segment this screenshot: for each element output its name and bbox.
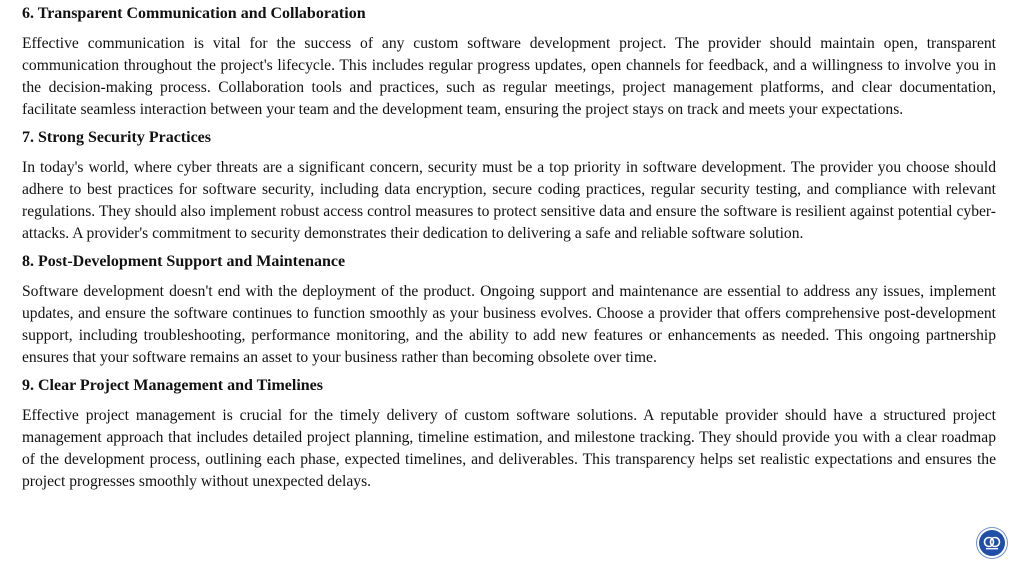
section-heading: 8. Post-Development Support and Maintenance (22, 253, 346, 270)
section-body: In today's world, where cyber threats are a significant concern, security must be a top priority in software development. The provider you choose should adhere to best practices for software security, including data encryption, secure coding practices, regular security testing, and compliance with relevant regulations. They should also implement robust access control measures to protect sensitive data and ensure the software is resilient against potential cyber-attacks. A provider's commitment to security demonstrates their dedication to delivering a safe and reliable software solution. (22, 159, 996, 242)
section-post-development-support (22, 252, 996, 369)
section-heading: 7. Strong Security Practices (22, 129, 211, 146)
logo-glyph-icon (982, 533, 1002, 553)
section-heading: 9. Clear Project Management and Timelines (22, 377, 323, 394)
document-page (22, 4, 996, 500)
section-security-practices (22, 128, 996, 245)
section-project-management (22, 376, 996, 493)
section-body: Effective communication is vital for the success of any custom software development project. The provider should maintain open, transparent communication throughout the project's lifecycle. This includes regular progress updates, open channels for feedback, and a willingness to involve you in the decision-making process. Collaboration tools and practices, such as regular meetings, project management platforms, and clear documentation, facilitate seamless interaction between your team and the development team, ensuring the project stays on track and meets your expectations. (22, 35, 996, 118)
section-body: Effective project management is crucial for the timely delivery of custom software solutions. A reputable provider should have a structured project management approach that includes detailed project planning, timeline estimation, and milestone tracking. They should provide you with a clear roadmap of the development process, outlining each phase, expected timelines, and deliverables. This transparency helps set realistic expectations and ensures the project progresses smoothly without unexpected delays. (22, 407, 996, 490)
section-transparent-communication (22, 4, 996, 121)
company-logo-icon[interactable] (979, 530, 1005, 556)
section-body: Software development doesn't end with the deployment of the product. Ongoing support and maintenance are essential to address any issues, implement updates, and ensure the software continues to function smoothly as your business evolves. Choose a provider that offers comprehensive post-development support, including troubleshooting, performance monitoring, and the ability to add new features or enhancements as needed. This ongoing partnership ensures that your software remains an asset to your business rather than becoming obsolete over time. (22, 283, 996, 366)
section-heading: 6. Transparent Communication and Collaboration (22, 5, 366, 22)
